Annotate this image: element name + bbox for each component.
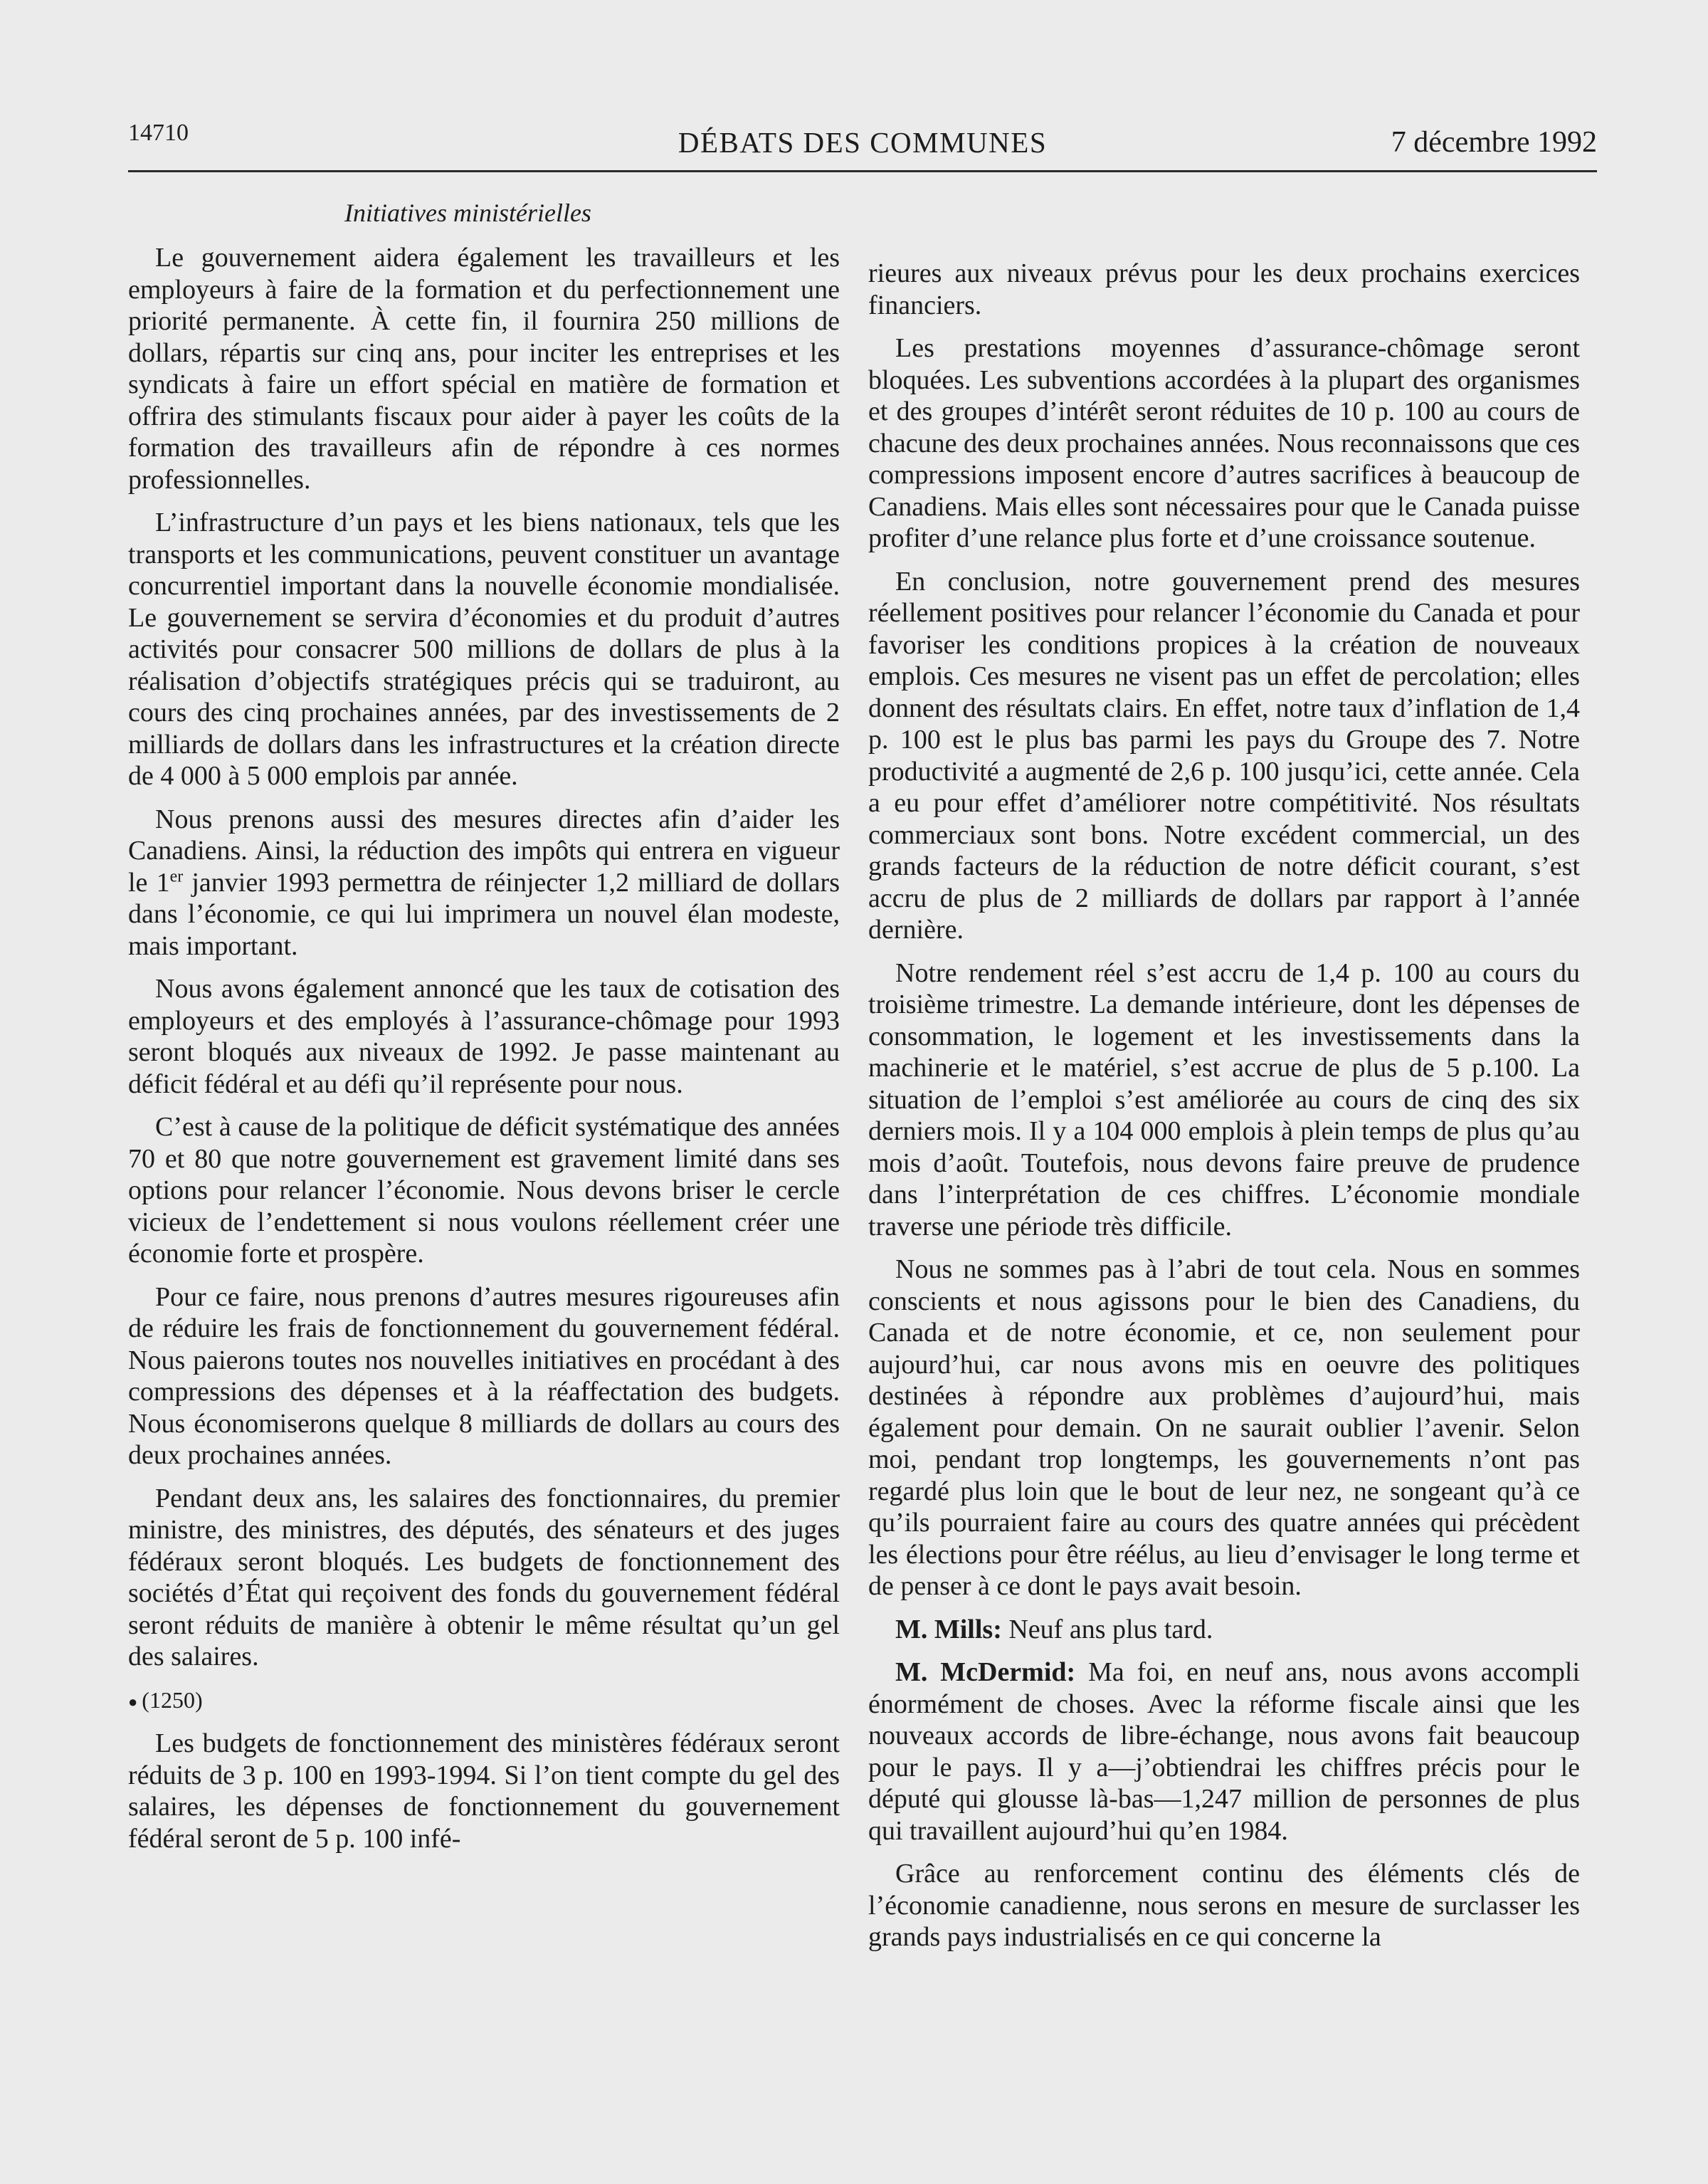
paragraph: rieures aux niveaux prévus pour les deux prochains exercices financiers.: [868, 258, 1580, 320]
paragraph: En conclusion, notre gouvernement prend des mesures réellement positives pour relancer l’économie du Canada et pour favoriser les conditions propices à la création de nouveaux emplois. Ces mesures ne visent pas un effet de percolation; elles donnent des résultats clairs. En effet, notre taux d’inflation de 1,4 p. 100 est le plus bas parmi les pays du Groupe des 7. Notre productivité a augmenté de 2,6 p. 100 jusqu’ici, cette année. Cela a eu pour effet d’améliorer notre compétitivité. Nos résultats commerciaux sont bons. Notre excédent commercial, un des grands facteurs de la réduction de notre déficit courant, s’est accru de plus de 2 milliards de dollars par rapport à l’année dernière.: [868, 566, 1580, 945]
text-run: janvier 1993 permettra de réinjecter 1,2 milliard de dollars dans l’économie, ce qui lui imprimera un nouvel élan modeste, mais important.: [128, 867, 840, 961]
right-column: [868, 258, 1580, 1965]
paragraph: Pendant deux ans, les salaires des fonctionnaires, du premier ministre, des ministres, des députés, des sénateurs et des juges fédéraux seront bloqués. Les budgets de fonctionnement des sociétés d’État qui reçoivent des fonds du gouvernement fédéral seront réduits de manière à obtenir le même résultat qu’un gel des salaires.: [128, 1483, 840, 1671]
paragraph: Nous ne sommes pas à l’abri de tout cela. Nous en sommes conscients et nous agissons pour le bien des Canadiens, du Canada et de notre économie, et ce, non seulement pour aujourd’hui, car nous avons mis en oeuvre des politiques destinées à répondre aux problèmes d’aujourd’hui, mais également pour demain. On ne saurait oublier l’avenir. Selon moi, pendant trop longtemps, les gouvernements n’ont pas regardé plus loin que le bout de leur nez, ne songeant qu’à ce qu’ils pourraient faire au cours des quatre années qui précèdent les élections pour être réélus, au lieu d’envisager le long terme et de penser à ce dont le pays avait besoin.: [868, 1254, 1580, 1601]
time-marker-text: (1250): [142, 1686, 203, 1713]
paragraph: Notre rendement réel s’est accru de 1,4 p. 100 au cours du troisième trimestre. La demande intérieure, dont les dépenses de consommation, le logement et les investissements dans la machinerie et le matériel, s’est accrue de plus de 5 p.100. La situation de l’emploi s’est améliorée au cours de cinq des six derniers mois. Il y a 104 000 emplois à plein temps de plus qu’au mois d’août. Toutefois, nous devons faire preuve de prudence dans l’interprétation de ces chiffres. L’économie mondiale traverse une période très difficile.: [868, 957, 1580, 1241]
page-header: [128, 120, 1597, 177]
time-marker: [128, 1684, 840, 1718]
header-rule: [128, 170, 1597, 172]
paragraph: Grâce au renforcement continu des éléments clés de l’économie canadienne, nous serons en mesure de surclasser les grands pays industrialisés en ce qui concerne la: [868, 1859, 1580, 1952]
speech-paragraph: [868, 1614, 1580, 1646]
paragraph: Les budgets de fonctionnement des ministères fédéraux seront réduits de 3 p. 100 en 1993-1994. Si l’on tient compte du gel des salaires, les dépenses de fonctionnement du gouvernement fédéral seront de 5 p. 100 infé-: [128, 1728, 840, 1854]
journal-title: DÉBATS DES COMMUNES: [678, 126, 1048, 159]
speaker-name: M. Mills:: [895, 1614, 1002, 1644]
paragraph: Le gouvernement aidera également les travailleurs et les employeurs à faire de la formation et du perfectionnement une priorité permanente. À cette fin, il fournira 250 millions de dollars, répartis sur cinq ans, pour inciter les entreprises et les syndicats à faire un effort spécial en matière de formation et offrira des stimulants fiscaux pour aider à payer les coûts de la formation des travailleurs afin de répondre à ces normes professionnelles.: [128, 243, 840, 495]
page-number: 14710: [128, 120, 189, 146]
superscript: er: [169, 866, 184, 886]
speech-text: Ma foi, en neuf ans, nous avons accompli énormément de choses. Avec la réforme fiscale ainsi que les nouveaux accords de libre-échange, nous avons fait beaucoup pour le pays. Il y a—j’obtiendrai les chiffres précis pour le député qui glousse là-bas—1,247 million de personnes de plus qui travaillent aujourd’hui qu’en 1984.: [868, 1657, 1581, 1846]
paragraph: L’infrastructure d’un pays et les biens nationaux, tels que les transports et les communications, peuvent constituer un avantage concurrentiel important dans la nouvelle économie mondialisée. Le gouvernement se servira d’économies et du produit d’autres activités pour consacrer 500 millions de dollars de plus à la réalisation d’objectifs stratégiques précis qui se traduiront, au cours des cinq prochaines années, par des investissements de 2 milliards de dollars dans les infrastructures et la création directe de 4 000 à 5 000 emplois par année.: [128, 508, 840, 791]
left-column: [128, 242, 840, 1866]
paragraph: Nous avons également annoncé que les taux de cotisation des employeurs et des employés à l’assurance-chômage pour 1993 seront bloqués aux niveaux de 1992. Je passe maintenant au déficit fédéral et au défi qu’il représente pour nous.: [128, 974, 840, 1099]
paragraph: C’est à cause de la politique de déficit systématique des années 70 et 80 que notre gouvernement est gravement limité dans ses options pour relancer l’économie. Nous devons briser le cercle vicieux de l’endettement si nous voulons réellement créer une économie forte et prospère.: [128, 1112, 840, 1269]
paragraph: Pour ce faire, nous prenons d’autres mesures rigoureuses afin de réduire les frais de fonctionnement du gouvernement fédéral. Nous paierons toutes nos nouvelles initiatives en procédant à des compressions des dépenses et à la réaffectation des budgets. Nous économiserons quelque 8 milliards de dollars au cours des deux prochaines années.: [128, 1281, 840, 1470]
speaker-name: M. McDermid:: [895, 1657, 1076, 1687]
speech-paragraph: [868, 1657, 1580, 1847]
text-run: Nous prenons aussi des mesures directes afin d’aider les Canadiens. Ainsi, la réduction des impôts qui entrera en vigueur le 1: [128, 804, 840, 898]
paragraph: [128, 804, 840, 962]
bullet-icon: ●: [128, 1692, 138, 1711]
speech-text: Neuf ans plus tard.: [1001, 1614, 1213, 1644]
paragraph: Les prestations moyennes d’assurance-chômage seront bloquées. Les subventions accordées à la plupart des organismes et des groupes d’intérêt seront réduites de 10 p. 100 au cours de chacune des deux prochaines années. Nous reconnaissons que ces compressions imposent encore d’autres sacrifices à beaucoup de Canadiens. Mais elles sont nécessaires pour que le Canada puisse profiter d’une relance plus forte et d’une croissance soutenue.: [868, 333, 1580, 553]
header-date: 7 décembre 1992: [1391, 126, 1597, 159]
section-title: Initiatives ministérielles: [344, 199, 591, 227]
